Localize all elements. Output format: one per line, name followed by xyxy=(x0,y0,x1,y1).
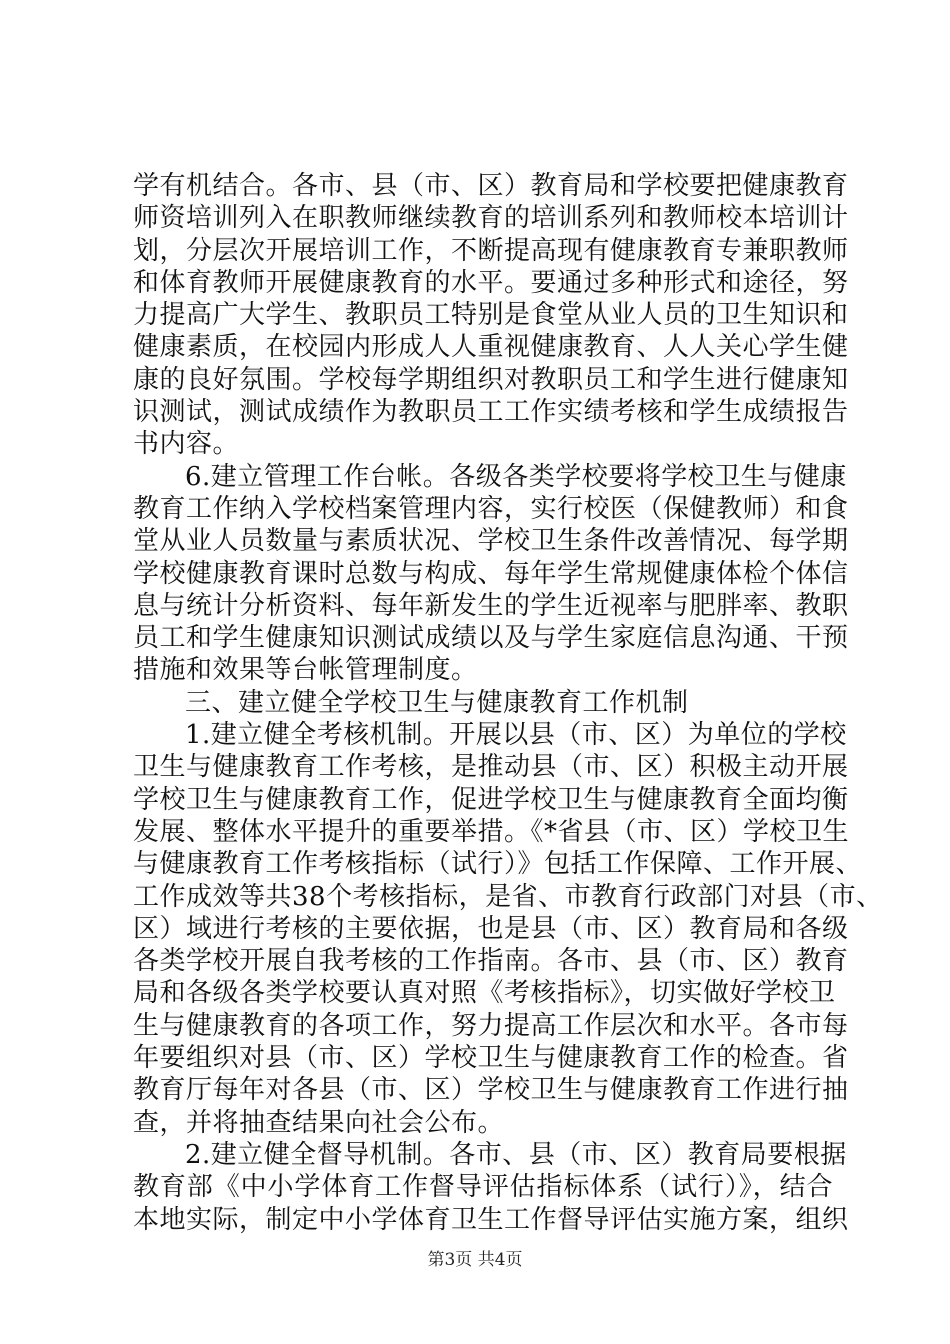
text-line: 堂从业人员数量与素质状况、学校卫生条件改善情况、每学期 xyxy=(133,526,849,557)
text-line: 识测试，测试成绩作为教职员工工作实绩考核和学生成绩报告 xyxy=(133,397,849,428)
text-line: 和体育教师开展健康教育的水平。要通过多种形式和途径，努 xyxy=(133,267,849,298)
text-line: 生与健康教育的各项工作，努力提高工作层次和水平。各市每 xyxy=(133,1010,849,1041)
text-line: 员工和学生健康知识测试成绩以及与学生家庭信息沟通、干预 xyxy=(133,623,849,654)
text-line: 与健康教育工作考核指标（试行）》包括工作保障、工作开展、 xyxy=(133,849,863,880)
text-line: 力提高广大学生、教职员工特别是食堂从业人员的卫生知识和 xyxy=(133,300,849,331)
text-line: 区）域进行考核的主要依据，也是县（市、区）教育局和各级 xyxy=(133,913,849,944)
text-line: 康的良好氛围。学校每学期组织对教职员工和学生进行健康知 xyxy=(133,364,849,395)
text-line: 教育工作纳入学校档案管理内容，实行校医（保健教师）和食 xyxy=(133,493,849,524)
text-line: 学校卫生与健康教育工作，促进学校卫生与健康教育全面均衡 xyxy=(133,784,849,815)
text-line: 教育部《中小学体育工作督导评估指标体系（试行）》，结合 xyxy=(133,1172,833,1203)
text-line: 1.建立健全考核机制。开展以县（市、区）为单位的学校 xyxy=(185,720,847,751)
text-line: 查，并将抽查结果向社会公布。 xyxy=(133,1107,505,1138)
document-body xyxy=(133,170,883,1236)
text-line: 发展、整体水平提升的重要举措。《*省县（市、区）学校卫生 xyxy=(133,816,850,847)
text-line: 局和各级各类学校要认真对照《考核指标》，切实做好学校卫 xyxy=(133,978,836,1009)
text-line: 学校健康教育课时总数与构成、每年学生常规健康体检个体信 xyxy=(133,558,849,589)
text-line: 息与统计分析资料、每年新发生的学生近视率与肥胖率、教职 xyxy=(133,590,849,621)
section-heading: 三、建立健全学校卫生与健康教育工作机制 xyxy=(185,687,689,718)
text-line: 教育厅每年对各县（市、区）学校卫生与健康教育工作进行抽 xyxy=(133,1075,849,1106)
text-line: 本地实际，制定中小学体育卫生工作督导评估实施方案，组织 xyxy=(133,1204,849,1235)
text-line: 措施和效果等台帐管理制度。 xyxy=(133,655,478,686)
text-line: 书内容。 xyxy=(133,429,240,460)
text-line: 健康素质，在校园内形成人人重视健康教育、人人关心学生健 xyxy=(133,332,849,363)
text-line: 2.建立健全督导机制。各市、县（市、区）教育局要根据 xyxy=(185,1139,847,1170)
text-line: 年要组织对县（市、区）学校卫生与健康教育工作的检查。省 xyxy=(133,1043,849,1074)
text-line: 学有机结合。各市、县（市、区）教育局和学校要把健康教育 xyxy=(133,171,849,201)
text-line: 划，分层次开展培训工作，不断提高现有健康教育专兼职教师 xyxy=(133,235,849,266)
text-line: 6.建立管理工作台帐。各级各类学校要将学校卫生与健康 xyxy=(185,461,847,492)
text-line: 工作成效等共38个考核指标，是省、市教育行政部门对县（市、 xyxy=(133,881,883,912)
text-line: 师资培训列入在职教师继续教育的培训系列和教师校本培训计 xyxy=(133,203,849,234)
text-line: 卫生与健康教育工作考核，是推动县（市、区）积极主动开展 xyxy=(133,752,849,783)
text-line: 各类学校开展自我考核的工作指南。各市、县（市、区）教育 xyxy=(133,946,849,977)
page-footer: 第3页 共4页 xyxy=(427,1250,523,1270)
